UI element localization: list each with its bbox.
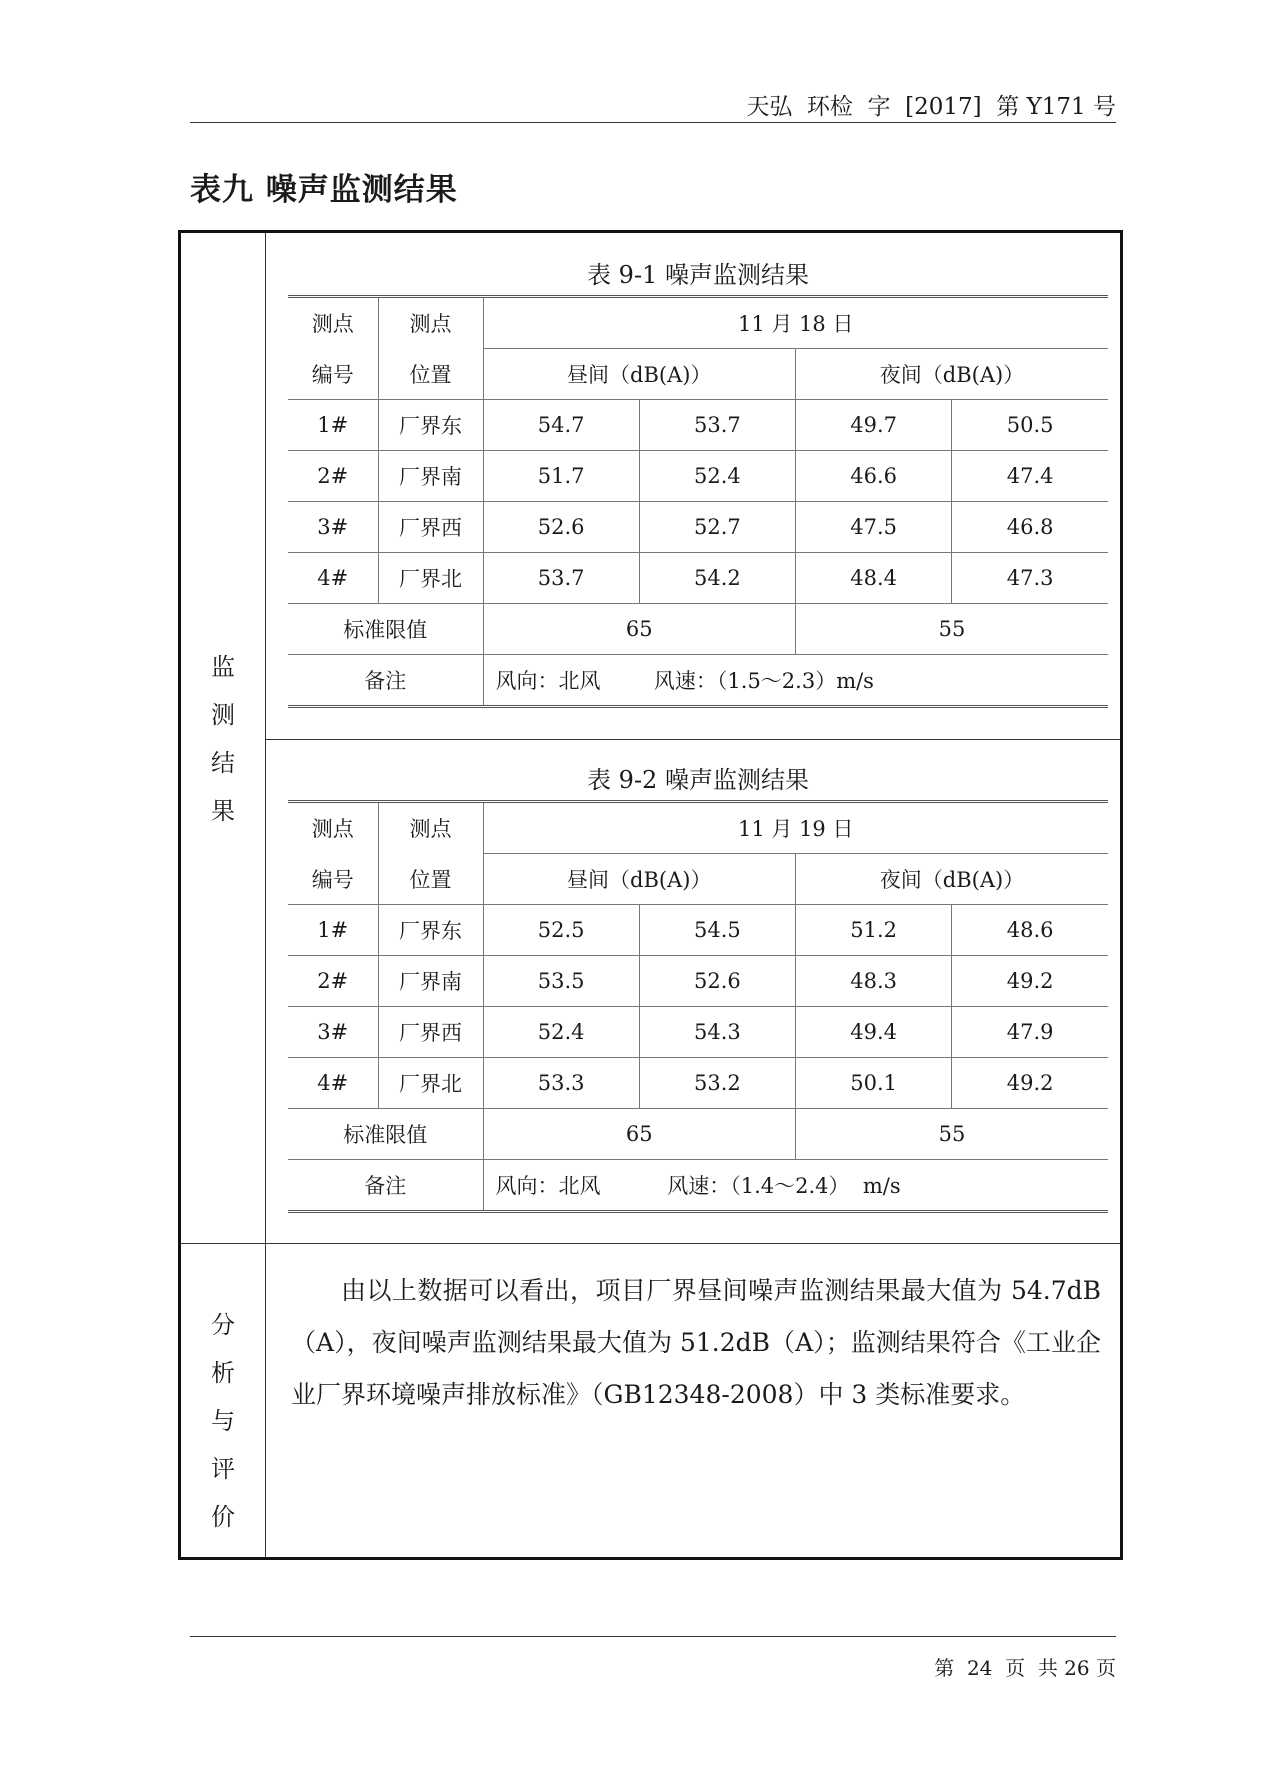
analysis-label xyxy=(181,1301,265,1541)
night-value: 50.5 xyxy=(952,400,1108,451)
label-char: 析 xyxy=(211,1359,235,1387)
day-value: 53.2 xyxy=(639,1058,795,1109)
night-value: 48.4 xyxy=(796,553,952,604)
day-value: 54.7 xyxy=(483,400,639,451)
day-header: 昼间（dB(A)） xyxy=(483,854,796,905)
col-location-label: 位置 xyxy=(378,349,483,400)
day-value: 54.5 xyxy=(639,905,795,956)
limit-label: 标准限值 xyxy=(288,604,483,655)
day-value: 52.6 xyxy=(639,956,795,1007)
day-value: 53.7 xyxy=(639,400,795,451)
night-value: 49.4 xyxy=(796,1007,952,1058)
night-value: 50.1 xyxy=(796,1058,952,1109)
remark-row xyxy=(288,1160,1108,1212)
night-header: 夜间（dB(A)） xyxy=(796,854,1109,905)
point-id: 2# xyxy=(288,451,378,502)
night-value: 48.3 xyxy=(796,956,952,1007)
limit-label: 标准限值 xyxy=(288,1109,483,1160)
header-row xyxy=(288,802,1108,854)
day-value: 53.7 xyxy=(483,553,639,604)
point-id: 3# xyxy=(288,502,378,553)
noise-grid-1 xyxy=(288,295,1108,708)
night-value: 47.5 xyxy=(796,502,952,553)
limit-day: 65 xyxy=(483,1109,796,1160)
night-value: 49.2 xyxy=(952,1058,1108,1109)
point-location: 厂界南 xyxy=(378,956,483,1007)
point-location: 厂界北 xyxy=(378,553,483,604)
day-value: 52.4 xyxy=(483,1007,639,1058)
label-char: 与 xyxy=(211,1407,235,1435)
date-header: 11 月 18 日 xyxy=(483,297,1108,349)
label-char: 果 xyxy=(211,797,235,825)
point-location: 厂界西 xyxy=(378,502,483,553)
report-code: 天弘 环检 字 [2017] 第 Y171 号 xyxy=(746,94,1116,120)
night-value: 47.9 xyxy=(952,1007,1108,1058)
night-value: 47.4 xyxy=(952,451,1108,502)
night-header: 夜间（dB(A)） xyxy=(796,349,1109,400)
label-column-divider xyxy=(265,233,266,1557)
day-value: 53.5 xyxy=(483,956,639,1007)
noise-table-1 xyxy=(288,255,1108,708)
point-id: 2# xyxy=(288,956,378,1007)
day-value: 52.6 xyxy=(483,502,639,553)
table-row xyxy=(288,451,1108,502)
analysis-paragraph: 由以上数据可以看出，项目厂界昼间噪声监测结果最大值为 54.7dB（A），夜间噪声监测结果最大值为 51.2dB（A）；监测结果符合《工业企业厂界环境噪声排放标准》（GB12348-2008）中 3 类标准要求。 xyxy=(291,1276,1101,1409)
night-value: 46.6 xyxy=(796,451,952,502)
limit-row xyxy=(288,604,1108,655)
table-divider xyxy=(265,739,1120,740)
table-row xyxy=(288,553,1108,604)
day-header: 昼间（dB(A)） xyxy=(483,349,796,400)
remark-label: 备注 xyxy=(364,1174,407,1198)
night-value: 46.8 xyxy=(952,502,1108,553)
remark-text: 风向：北风 风速：（1.5～2.3）m/s xyxy=(483,655,1108,707)
night-value: 49.2 xyxy=(952,956,1108,1007)
point-location: 厂界东 xyxy=(378,905,483,956)
point-location: 厂界西 xyxy=(378,1007,483,1058)
label-char: 分 xyxy=(211,1311,235,1339)
header-row xyxy=(288,349,1108,400)
point-location: 厂界东 xyxy=(378,400,483,451)
header-row xyxy=(288,297,1108,349)
col-point-label: 测点 xyxy=(311,312,354,337)
monitor-results-label xyxy=(181,643,265,835)
table-row xyxy=(288,1007,1108,1058)
noise-grid-2 xyxy=(288,800,1108,1213)
col-location-label: 测点 xyxy=(378,297,483,349)
col-point-label: 编号 xyxy=(288,349,378,400)
label-char: 评 xyxy=(211,1455,235,1483)
footer-rule xyxy=(190,1636,1116,1637)
results-frame xyxy=(178,230,1123,1560)
remark-row xyxy=(288,655,1108,707)
limit-row xyxy=(288,1109,1108,1160)
night-value: 48.6 xyxy=(952,905,1108,956)
label-char: 结 xyxy=(211,749,235,777)
day-value: 53.3 xyxy=(483,1058,639,1109)
point-location: 厂界南 xyxy=(378,451,483,502)
table-row xyxy=(288,502,1108,553)
night-value: 51.2 xyxy=(796,905,952,956)
col-point-label: 测点 xyxy=(311,817,354,842)
point-id: 4# xyxy=(288,1058,378,1109)
point-id: 4# xyxy=(288,553,378,604)
col-point-label: 编号 xyxy=(288,854,378,905)
table-row xyxy=(288,1058,1108,1109)
table-caption: 表 9-1 噪声监测结果 xyxy=(587,261,809,289)
label-char: 价 xyxy=(211,1503,235,1531)
table-row xyxy=(288,400,1108,451)
point-id: 1# xyxy=(288,400,378,451)
day-value: 52.7 xyxy=(639,502,795,553)
section-divider xyxy=(181,1243,1120,1244)
night-value: 47.3 xyxy=(952,553,1108,604)
label-char: 监 xyxy=(211,653,235,681)
limit-night: 55 xyxy=(796,1109,1109,1160)
header-rule xyxy=(190,122,1116,123)
table-row xyxy=(288,956,1108,1007)
date-header: 11 月 19 日 xyxy=(483,802,1108,854)
point-location: 厂界北 xyxy=(378,1058,483,1109)
table-row xyxy=(288,905,1108,956)
table-caption: 表 9-2 噪声监测结果 xyxy=(587,766,809,794)
day-value: 54.3 xyxy=(639,1007,795,1058)
day-value: 52.4 xyxy=(639,451,795,502)
label-char: 测 xyxy=(211,701,235,729)
header-row xyxy=(288,854,1108,905)
point-id: 3# xyxy=(288,1007,378,1058)
point-id: 1# xyxy=(288,905,378,956)
night-value: 49.7 xyxy=(796,400,952,451)
col-location-label: 测点 xyxy=(378,802,483,854)
limit-day: 65 xyxy=(483,604,796,655)
day-value: 51.7 xyxy=(483,451,639,502)
section-title: 表九 噪声监测结果 xyxy=(190,172,458,208)
day-value: 54.2 xyxy=(639,553,795,604)
col-location-label: 位置 xyxy=(378,854,483,905)
remark-label: 备注 xyxy=(364,669,407,693)
limit-night: 55 xyxy=(796,604,1109,655)
page-number: 第 24 页 共 26 页 xyxy=(934,1656,1116,1680)
noise-table-2 xyxy=(288,760,1108,1213)
remark-text: 风向：北风 风速：（1.4～2.4） m/s xyxy=(483,1160,1108,1212)
day-value: 52.5 xyxy=(483,905,639,956)
